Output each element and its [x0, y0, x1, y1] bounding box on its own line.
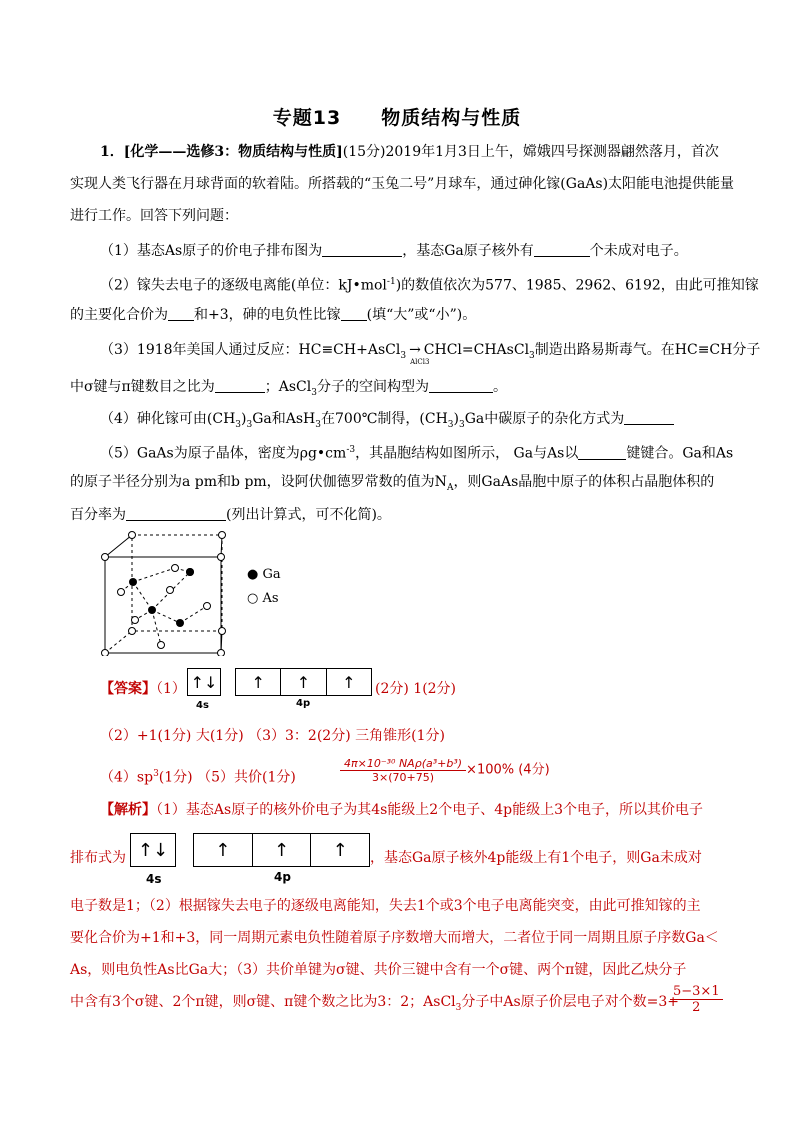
answer-blank[interactable] — [534, 240, 590, 257]
title-name: 物质结构与性质 — [381, 107, 522, 129]
analysis-l6-a: 中含有3个σ键、2个π键，则σ键、π键个数之比为3：2；AsCl — [70, 994, 456, 1010]
orbital-cell: ↑ — [253, 834, 312, 866]
answer-p1: （1） — [156, 681, 186, 697]
fraction-denominator: 2 — [692, 1000, 701, 1015]
orbital-cell: ↑ — [332, 839, 348, 861]
ga-atom — [186, 568, 194, 576]
part4-sub5: 3 — [458, 419, 465, 430]
part4-text-b2: ) — [453, 411, 459, 427]
q1-part5 — [100, 440, 734, 464]
cube-edge — [105, 535, 132, 557]
orbital-label-4p: 4p — [296, 698, 311, 709]
orbital-4p-analysis — [193, 833, 370, 867]
q1-part3 — [100, 340, 761, 366]
q1-part2-cont — [70, 304, 730, 325]
part2-text-a: （2）镓失去电子的逐级电离能(单位：kJ•mol — [100, 277, 387, 294]
crystal-cell-diagram — [95, 530, 235, 656]
legend-ga — [247, 567, 281, 582]
part3-text-e: ；AsCl — [264, 379, 312, 395]
answer-line2: （2）+1(1分) 大(1分) （3）3：2(2分) 三角锥形(1分) — [100, 728, 445, 744]
page-title — [0, 103, 794, 130]
answer-formula — [340, 757, 550, 784]
q1-part4 — [100, 408, 730, 435]
open-circle-icon: ○ — [247, 591, 259, 606]
analysis-l4: 要化合价为+1和+3，同一周期元素电负性随着原子序数增大而增大，二者位于同一周期且原子序数Ga＜ — [70, 930, 719, 946]
part3-text-f: 分子的空间构型为 — [316, 379, 429, 395]
part2-text-d: 和+3，砷的电负性比镓 — [194, 307, 341, 323]
part5-text-f: 百分率为 — [70, 507, 126, 523]
part3-sub: 3 — [400, 350, 407, 361]
part4-text-e: Ga中碳原子的杂化方式为 — [464, 411, 625, 427]
answer-line3 — [100, 764, 340, 788]
q1-line3: 进行工作。回答下列问题： — [70, 208, 238, 224]
q1-number: 1． — [100, 144, 124, 160]
orbital-cell: ↑ — [342, 672, 356, 692]
formula-after: ×100% (4分) — [466, 762, 550, 778]
legend-as — [247, 591, 279, 606]
part2-text-c: 的主要化合价为 — [70, 307, 168, 323]
legend-as-label: As — [262, 591, 279, 606]
answer-tag: 【答案】 — [100, 681, 156, 697]
part5-text-e: ，则GaAs晶胞中原子的体积占晶胞体积的 — [453, 474, 715, 490]
orbital-label-4s: 4s — [196, 700, 209, 711]
title-number: 专题13 — [272, 107, 342, 129]
analysis-l1: （1）基态As原子的核外价电子为其4s能级上2个电子、4p能级上3个电子，所以其价电子 — [156, 802, 703, 818]
part1-text-a: （1）基态As原子的价电子排布图为 — [100, 243, 323, 259]
answer-line3-b: (1分) （5）共价(1分) — [158, 769, 296, 786]
answer-blank[interactable] — [215, 376, 265, 393]
part5-sub: A — [446, 482, 454, 493]
orbital-4p — [235, 668, 372, 696]
part3-text-a: （3）1918年美国人通过反应：HC≡CH+AsCl — [100, 342, 401, 358]
part4-text-d: 在700℃制得，(CH — [321, 411, 448, 427]
part3-text-g: 。 — [492, 379, 507, 395]
part4-sub2: 3 — [246, 419, 253, 430]
q1-part2 — [100, 272, 759, 296]
part3-text-b: CHCl=CHAsCl — [423, 342, 530, 358]
orbital-cell: ↑ — [194, 834, 253, 866]
analysis-l6 — [70, 992, 680, 1018]
answer-line3-sup: 3 — [153, 769, 159, 779]
part4-text-c: Ga和AsH — [252, 411, 316, 427]
answer-blank[interactable] — [341, 304, 367, 321]
q1-part1 — [100, 240, 730, 261]
formula-numerator: 4π×10⁻³⁰ NAρ(a³+b³) — [340, 757, 466, 771]
part3-text-d: 中σ键与π键数目之比为 — [70, 379, 215, 395]
q1-part3-cont — [70, 376, 730, 403]
ga-atom — [176, 619, 184, 627]
part5-text-b: ，其晶胞结构如图所示， Ga与As以 — [355, 445, 579, 462]
part3-sub3: 3 — [311, 387, 317, 398]
q1-part5-cont — [70, 472, 730, 498]
orbital-cell: ↑ — [281, 669, 326, 695]
q1-text1: (15分)2019年1月3日上午，嫦娥四号探测器翩然落月，首次 — [342, 144, 719, 160]
analysis-l6-sub: 3 — [455, 1002, 462, 1013]
analysis-l2a: 排布式为 — [70, 850, 126, 866]
legend-ga-label: Ga — [262, 567, 281, 582]
orbital-label-4p-analysis: 4p — [274, 870, 291, 884]
part1-text-b: ，基态Ga原子核外有 — [402, 243, 534, 259]
answer-blank[interactable] — [429, 376, 493, 393]
part2-text-e: (填“大”或“小”)。 — [366, 307, 477, 323]
analysis-l5: As，则电负性As比Ga大；（3）共价单键为σ键、共价三键中含有一个σ键、两个π键，因此乙炔分子 — [70, 962, 687, 978]
part4-text-a: （4）砷化镓可由(CH — [100, 411, 236, 427]
q1-line2: 实现人类飞行器在月球背面的软着陆。所搭载的“玉兔二号”月球车，通过砷化镓(GaAs)太阳能电池提供能量 — [70, 176, 735, 192]
orbital-4s-analysis — [130, 833, 176, 867]
part3-text-c: 制造出路易斯毒气。在HC≡CH分子 — [534, 342, 761, 358]
part3-sub2: 3 — [529, 350, 535, 361]
cube-edge — [105, 631, 132, 653]
analysis-l6-b: 分子中As原子价层电子对个数=3+ — [461, 994, 680, 1010]
orbital-label-4s-analysis: 4s — [146, 872, 162, 886]
cube-back-face — [132, 535, 222, 631]
answer-score1: (2分) 1(2分) — [375, 681, 457, 697]
analysis-l2b: ，基态Ga原子核外4p能级上有1个电子，则Ga未成对 — [370, 850, 702, 866]
analysis-tag: 【解析】 — [100, 802, 156, 818]
reaction-arrow: → AlCl3 — [406, 340, 424, 360]
formula-denominator: 3×(70+75) — [372, 771, 435, 784]
filled-circle-icon: ● — [247, 567, 259, 582]
part5-text-g: (列出计算式，可不化简)。 — [226, 507, 391, 523]
part5-sup: -3 — [346, 445, 356, 455]
answer-blank[interactable] — [322, 240, 402, 257]
part4-sub1: 3 — [235, 419, 242, 430]
analysis-l3: 电子数是1；（2）根据镓失去电子的逐级电离能知，失去1个或3个电子电离能突变，由此可推知镓的主 — [70, 898, 701, 914]
analysis-fraction — [670, 984, 723, 1015]
orbital-4s — [187, 668, 221, 696]
part4-text-b: ) — [241, 411, 247, 427]
ga-atom — [129, 578, 137, 586]
part2-text-b: )的数值依次为577、1985、2962、6192，由此可推知镓 — [395, 277, 759, 294]
part5-text-d: 的原子半径分别为a pm和b pm，设阿伏伽德罗常数的值为N — [70, 474, 447, 490]
part5-text-c: 键键合。Ga和As — [626, 445, 734, 462]
answer-blank[interactable] — [624, 408, 674, 425]
catalyst-label: AlCl3 — [410, 358, 430, 366]
ga-atom — [148, 606, 156, 614]
answer-blank[interactable] — [578, 443, 626, 460]
answer-blank[interactable] — [168, 304, 194, 321]
analysis-line1 — [100, 800, 760, 820]
answer-blank[interactable] — [126, 504, 226, 521]
part5-text-a: （5）GaAs为原子晶体，密度为ρg•cm — [100, 445, 347, 462]
orbital-cell: ↑ — [236, 669, 281, 695]
answer-line3-a: （4）sp — [100, 769, 154, 786]
q1-tag: [化学——选修3：物质结构与性质] — [123, 144, 343, 160]
orbital-cell: ↑↓ — [137, 839, 169, 861]
q1-part5-cont2 — [70, 504, 730, 525]
part2-sup: -1 — [386, 277, 396, 287]
fraction-numerator: 5−3×1 — [670, 984, 723, 1000]
orbital-cell: ↑↓ — [190, 672, 218, 692]
part1-text-c: 个未成对电子。 — [589, 243, 688, 259]
q1-line1 — [100, 142, 730, 162]
part4-sub3: 3 — [315, 419, 322, 430]
part4-sub4: 3 — [447, 419, 454, 430]
